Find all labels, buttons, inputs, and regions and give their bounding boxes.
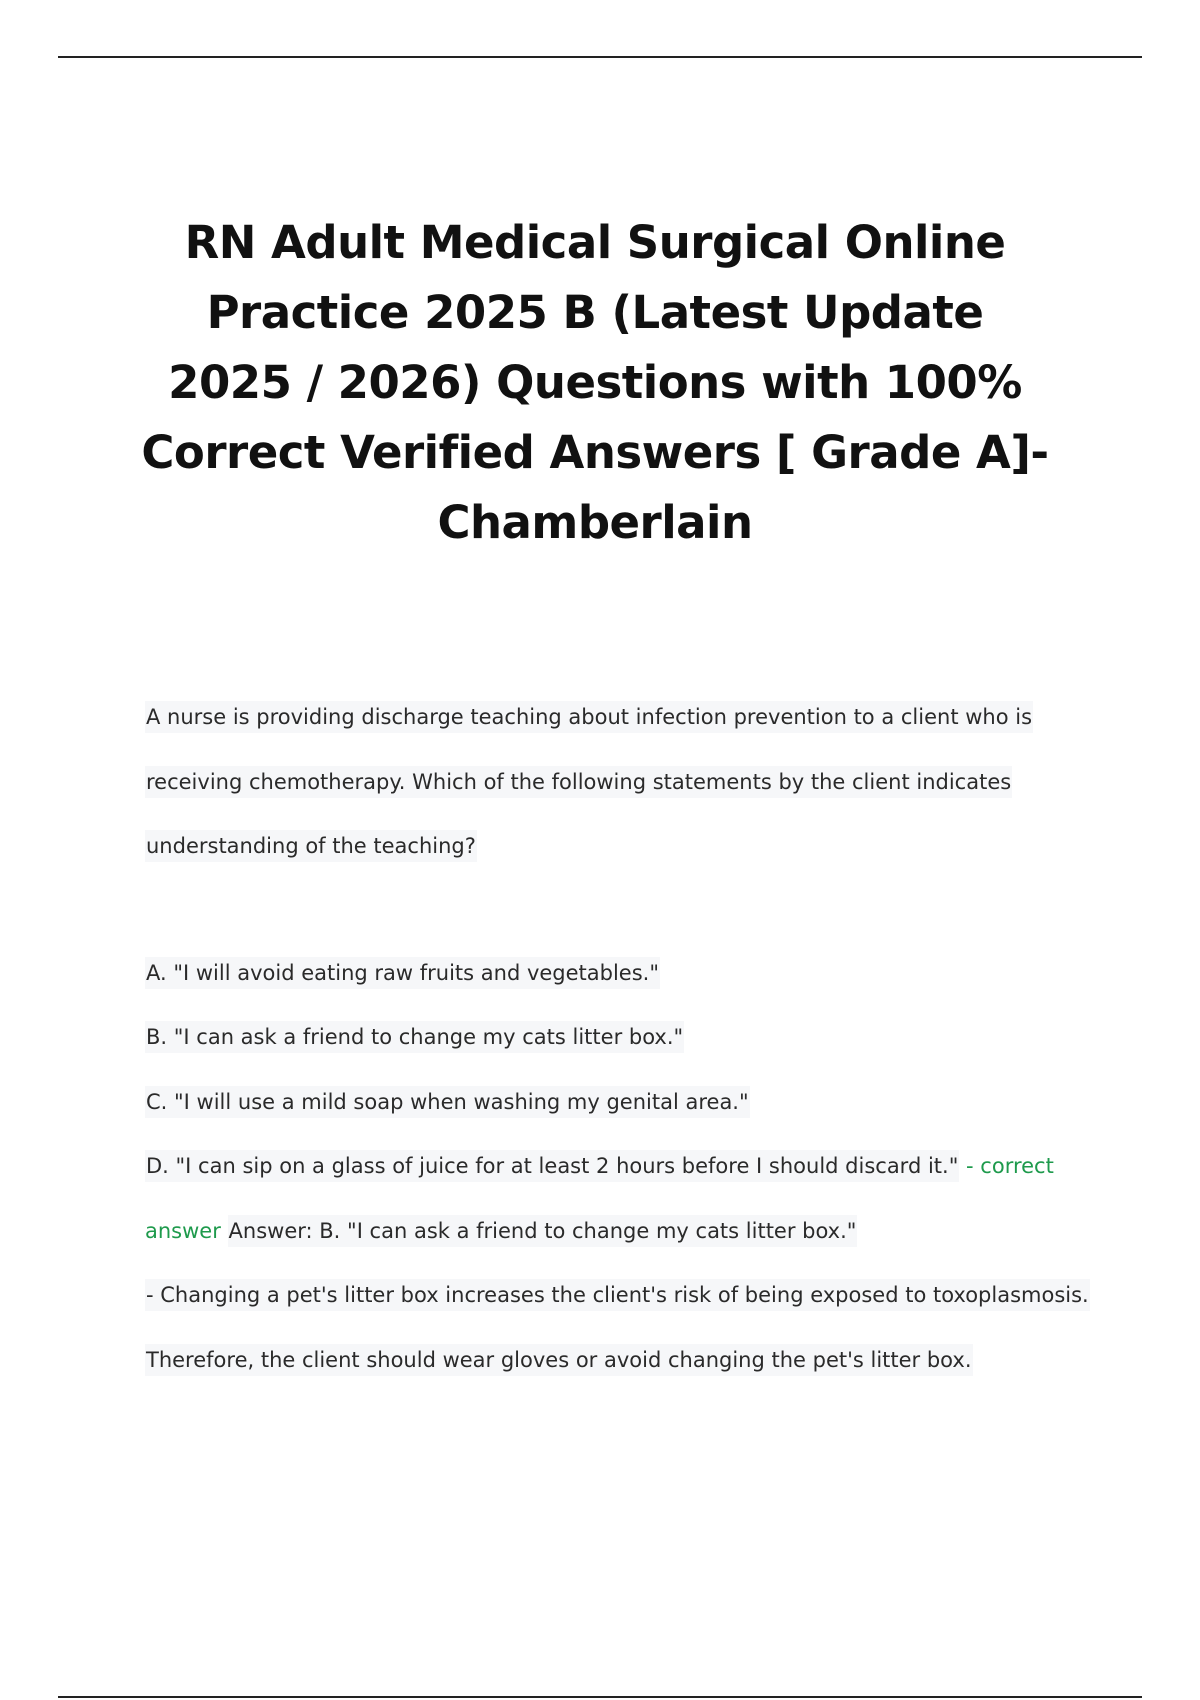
rationale-text: - Changing a pet's litter box increases the client's risk of being exposed to toxoplasmosis. Therefore, the client should wear gloves or avoid changing the pet's litter box. [145, 1279, 1090, 1376]
question-block [145, 685, 1105, 1392]
question-text: A nurse is providing discharge teaching about infection prevention to a client who is receiving chemotherapy. Which of the following statements by the client indicates understanding of the teaching? [145, 701, 1033, 862]
correct-answer-marker: - correct answer [145, 1154, 1054, 1243]
answer-text: Answer: B. "I can ask a friend to change my cats litter box." [228, 1215, 858, 1247]
option-b [145, 1005, 1105, 1070]
option-c-text: C. "I will use a mild soap when washing my genital area." [145, 1086, 750, 1118]
document-title: RN Adult Medical Surgical Online Practice 2025 B (Latest Update 2025 / 2026) Questions with 100% Correct Verified Answers [ Grade A]- Chamberlain [141, 216, 1049, 549]
option-a-text: A. "I will avoid eating raw fruits and vegetables." [145, 957, 660, 989]
option-a [145, 941, 1105, 1006]
bottom-rule [58, 1696, 1142, 1698]
option-d-and-answer [145, 1134, 1105, 1263]
option-d-text: D. "I can sip on a glass of juice for at least 2 hours before I should discard it." [145, 1150, 959, 1182]
question-paragraph [145, 685, 1105, 879]
option-c [145, 1070, 1105, 1135]
rationale [145, 1263, 1105, 1392]
top-rule [58, 56, 1142, 58]
option-b-text: B. "I can ask a friend to change my cats litter box." [145, 1021, 684, 1053]
